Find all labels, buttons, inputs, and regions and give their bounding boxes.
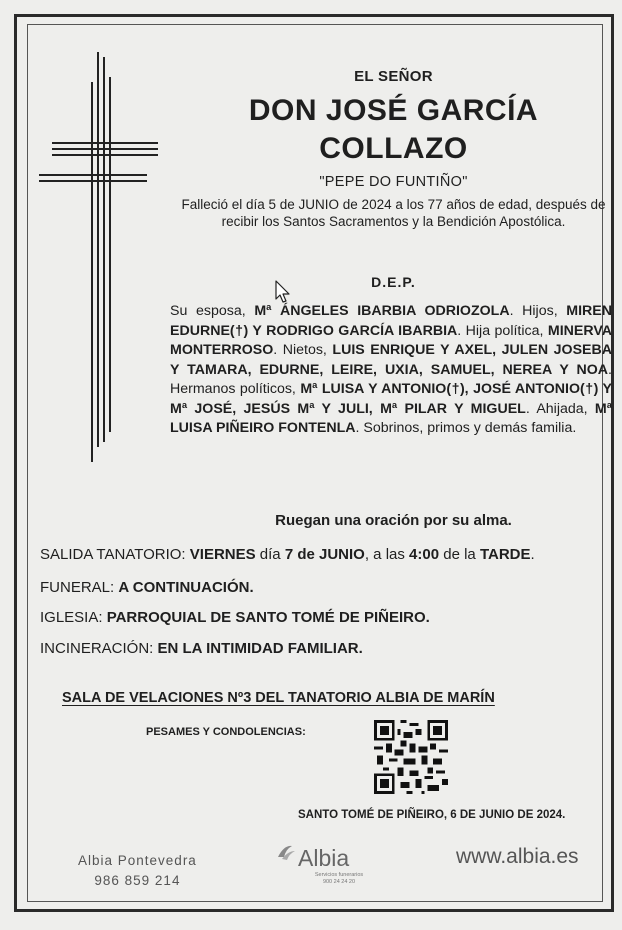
funeral-label: FUNERAL: (40, 579, 119, 596)
deceased-nickname: "PEPE DO FUNTIÑO" (319, 174, 468, 190)
family-name: Mª LUISA Y ANTONIO(†), JOSÉ ANTONIO(†) Y Mª JOSÉ, JESÚS Mª Y JULI, Mª PILAR Y MIGUEL (170, 381, 612, 417)
salida-text: día (255, 546, 285, 563)
family-paragraph (170, 302, 612, 439)
family-text: . Hermanos políticos, (170, 361, 612, 397)
iglesia-value: PARROQUIAL DE SANTO TOMÉ DE PIÑEIRO. (106, 609, 430, 626)
iglesia-line (40, 609, 430, 626)
deceased-name-line1: DON JOSÉ GARCÍA (248, 94, 539, 127)
branch-phone: 986 859 214 (94, 873, 181, 888)
cross-icon (36, 52, 162, 462)
brand-subtitle: Servicios funerarios (314, 872, 364, 878)
family-text: . Ahijada, (525, 400, 595, 417)
family-text: . Hijos, (509, 303, 567, 319)
dep-text: D.E.P. (371, 274, 416, 290)
family-name: Mª ÁNGELES IBARBIA ODRIOZOLA (254, 303, 510, 319)
family-name: LUIS ENRIQUE Y AXEL, JULEN JOSEBA Y TAMARA, EDURNE, LEIRE, UXIA, SAMUEL, NEREA Y NOA (170, 342, 612, 378)
brand-phone: 900 24 24 20 (322, 879, 356, 885)
incineracion-line (40, 640, 363, 657)
salida-period: TARDE (479, 546, 531, 563)
place-and-date: SANTO TOMÉ DE PIÑEIRO, 6 DE JUNIO DE 2024. (298, 809, 566, 821)
family-text: Su esposa, (170, 303, 255, 319)
qr-code-icon[interactable] (374, 720, 448, 794)
albia-logo (276, 841, 386, 889)
brand-tagline (304, 872, 374, 886)
family-text: . Hija política, (457, 322, 548, 339)
salida-date: 7 de JUNIO (284, 546, 365, 563)
website-link[interactable]: www.albia.es (456, 845, 579, 868)
condolences-label: PESAMES Y CONDOLENCIAS: (146, 726, 306, 738)
incineracion-value: EN LA INTIMIDAD FAMILIAR. (157, 640, 363, 657)
salida-line (40, 546, 535, 563)
funeral-value: A CONTINUACIÓN. (118, 579, 254, 596)
brand-name: Albia (298, 845, 350, 871)
salida-text: . (530, 546, 535, 563)
albia-logo-icon (276, 843, 296, 863)
family-name: MINERVA MONTERROSO (170, 322, 612, 358)
deceased-title: EL SEÑOR (354, 68, 433, 85)
branch-contact (78, 851, 197, 891)
family-text: . Sobrinos, primos y demás familia. (355, 420, 577, 436)
wake-room: SALA DE VELACIONES Nº3 DEL TANATORIO ALBIA DE MARÍN (62, 690, 495, 706)
branch-name: Albia Pontevedra (78, 853, 197, 868)
salida-label: SALIDA TANATORIO: (40, 546, 190, 563)
salida-time: 4:00 (409, 546, 440, 563)
incineracion-label: INCINERACIÓN: (40, 640, 158, 657)
iglesia-label: IGLESIA: (40, 609, 107, 626)
death-details: Falleció el día 5 de JUNIO de 2024 a los 77 años de edad, después de recibir los Santos Sacramentos y la Bendición Apostólica. (181, 197, 606, 229)
mouse-cursor-icon (275, 280, 291, 304)
salida-day: VIERNES (189, 546, 256, 563)
family-text: . Nietos, (273, 342, 333, 358)
funeral-line (40, 579, 254, 596)
salida-text: de la (439, 546, 480, 563)
family-name: Mª LUISA PIÑEIRO FONTENLA (170, 400, 612, 436)
prayer-request: Ruegan una oración por su alma. (275, 512, 512, 529)
deceased-name-line2: COLLAZO (319, 132, 468, 165)
family-name: MIREN EDURNE(†) Y RODRIGO GARCÍA IBARBIA (170, 303, 612, 339)
salida-text: , a las (364, 546, 410, 563)
